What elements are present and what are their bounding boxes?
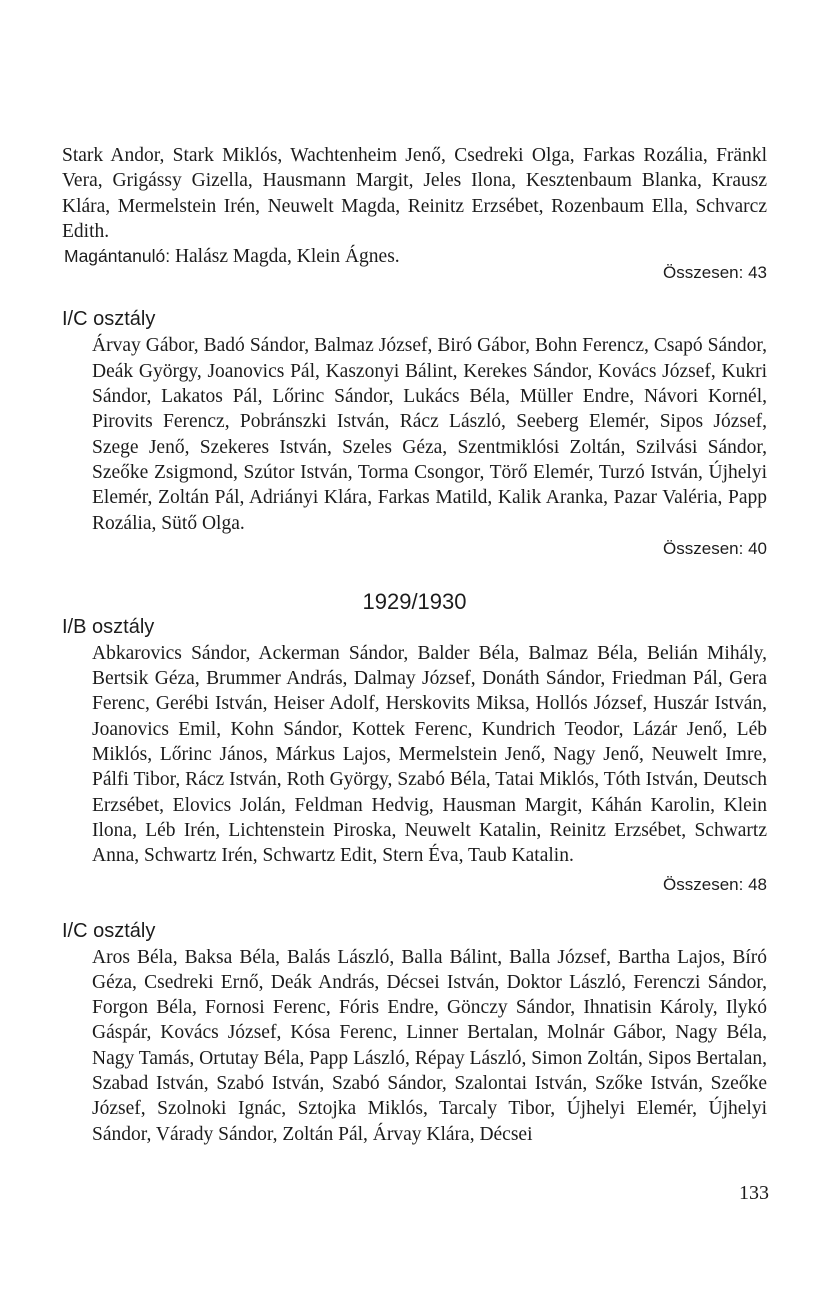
name-list-continued: Stark Andor, Stark Miklós, Wachtenheim Jenő, Csedreki Olga, Farkas Rozália, Fränkl Vera, Grigássy Gizella, Hausmann Margit, Jeles Ilona, Kesztenbaum Blanka, Krausz Klára, Mermelstein Irén, Neuwelt Magda, Reinitz Erzsébet, Rozenbaum Ella, Schvarcz Edith. [62, 145, 767, 242]
page-content [62, 143, 767, 1147]
class-heading: I/C osztály [62, 308, 156, 331]
school-year-heading: 1929/1930 [362, 588, 467, 614]
total-count: Összesen: 48 [663, 874, 767, 894]
class-name-list: Aros Béla, Baksa Béla, Balás László, Balla Bálint, Balla József, Bartha Lajos, Bíró Géza, Csedreki Ernő, Deák András, Décsei István, Doktor László, Ferenczi Sándor, Forgon Béla, Fornosi Ferenc, Fóris Endre, Gönczy Sándor, Ihnatisin Károly, Ilykó Gáspár, Kovács József, Kósa Ferenc, Linner Bertalan, Molnár Gábor, Nagy Béla, Nagy Tamás, Ortutay Béla, Papp László, Répay László, Simon Zoltán, Sipos Bertalan, Szabad István, Szabó István, Szabó Sándor, Szalontai István, Szőke István, Szeőke József, Szolnoki Ignác, Sztojka Miklós, Tarcaly Tibor, Újhelyi Elemér, Újhelyi Sándor, Várady Sándor, Zoltán Pál, Árvay Klára, Décsei [92, 946, 767, 1145]
class-heading: I/C osztály [62, 919, 156, 942]
total-count: Összesen: 43 [663, 263, 767, 283]
private-student-label: Magántanuló: [64, 246, 171, 267]
class-heading: I/B osztály [62, 615, 155, 638]
page-number: 133 [739, 1182, 769, 1204]
class-name-list: Abkarovics Sándor, Ackerman Sándor, Balder Béla, Balmaz Béla, Belián Mihály, Bertsik Géza, Brummer András, Dalmay József, Donáth Sándor, Friedman Pál, Gera Ferenc, Gerébi István, Heiser Adolf, Herskovits Miksa, Hollós József, Huszár István, Joanovics Emil, Kohn Sándor, Kottek Ferenc, Kundrich Teodor, Lázár Jenő, Léb Miklós, Lőrinc János, Márkus Lajos, Mermelstein Jenő, Nagy Jenő, Neuwelt Imre, Pálfi Tibor, Rácz István, Roth György, Szabó Béla, Tatai Miklós, Tóth István, Deutsch Erzsébet, Elovics Jolán, Feldman Hedvig, Hausman Margit, Káhán Karolin, Klein Ilona, Léb Irén, Lichtenstein Piroska, Neuwelt Katalin, Reinitz Erzsébet, Schwartz Anna, Schwartz Irén, Schwartz Edit, Stern Éva, Taub Katalin. [92, 642, 767, 867]
class-name-list: Árvay Gábor, Badó Sándor, Balmaz József, Biró Gábor, Bohn Ferencz, Csapó Sándor, Deák György, Joanovics Pál, Kaszonyi Bálint, Kerekes Sándor, Kovács József, Kukri Sándor, Lakatos Pál, Lőrinc Sándor, Lukács Béla, Müller Endre, Návori Kornél, Pirovits Ferencz, Pobránszki István, Rácz László, Seeberg Elemér, Sipos József, Szege Jenő, Szekeres István, Szeles Géza, Szentmiklósi Zoltán, Szilvási Sándor, Szeőke Zsigmond, Szútor István, Torma Csongor, Törő Elemér, Turzó István, Újhelyi Elemér, Zoltán Pál, Adriányi Klára, Farkas Matild, Kalik Aranka, Pazar Valéria, Papp Rozália, Sütő Olga. [92, 335, 767, 534]
total-count: Összesen: 40 [663, 538, 767, 558]
private-student-names: Halász Magda, Klein Ágnes. [174, 246, 400, 268]
